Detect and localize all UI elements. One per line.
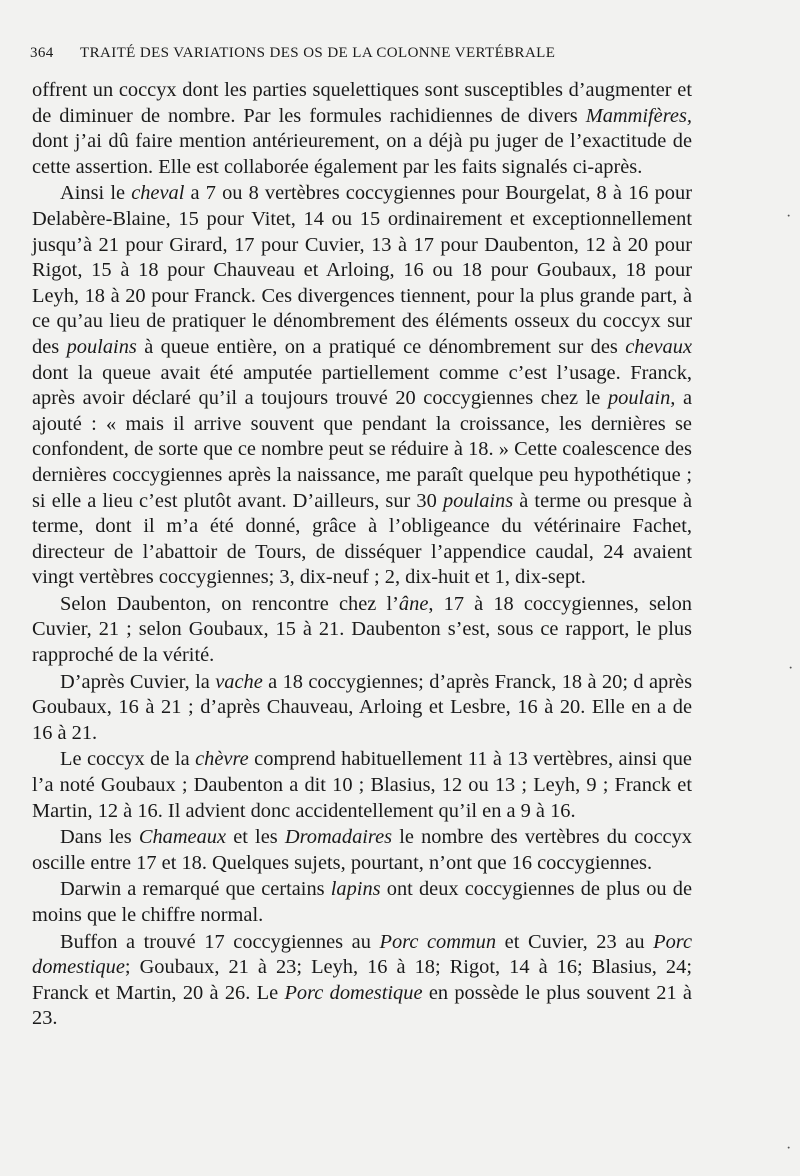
text-run: a ajouté : « mais il arrive souvent que pendant la croissance, les dernières se confondent, de sorte que ce nombre peut se réduire à 18. » Cette coalescence des dernières coccygiennes après la naissance, me paraît quelque peu hypothétique ; si elle a lieu c’est plutôt avant. D’ailleurs, sur 30 <box>32 387 692 512</box>
margin-mark: · <box>786 1140 792 1157</box>
text-run: Le coccyx de la <box>60 748 196 771</box>
italic-term: poulain, <box>607 387 676 410</box>
text-run: en possède le plus souvent 21 à 23. <box>32 981 692 1030</box>
italic-term: chevaux <box>625 335 692 358</box>
text-run: et Cuvier, 23 au <box>496 930 654 953</box>
text-run: ont deux coccygiennes de plus ou de moins que le chiffre normal. <box>32 878 692 926</box>
text-run: offrent un coccyx dont les parties squelettiques sont susceptibles d’augmenter et de diminuer de nombre. Par les formules rachidiennes de divers <box>32 79 692 127</box>
italic-term: Porc commun <box>379 930 497 953</box>
text-run: à queue entière, on a pratiqué ce dénombrement sur des <box>136 335 626 358</box>
italic-term: poulains <box>66 335 137 358</box>
paragraph-2 <box>32 181 692 591</box>
paragraph-5 <box>32 747 692 824</box>
text-run: ; Goubaux, 21 à 23; Leyh, 16 à 18; Rigot, 14 à 16; Blasius, 24; Franck et Martin, 20 à 26. Le <box>32 956 692 1004</box>
paragraph-4 <box>32 670 692 747</box>
text-run: dont j’ai dû faire mention antérieurement, on a déjà pu juger de l’exactitude de cette assertion. Elle est collaborée également par les faits signalés ci-après. <box>32 130 692 178</box>
italic-term: lapins <box>330 878 381 901</box>
text-run: Selon Daubenton, on rencontre chez l’ <box>60 592 399 615</box>
text-run: le nombre des vertèbres du coccyx oscille entre 17 et 18. Quelques sujets, pourtant, n’ont que 16 coccygiennes. <box>32 826 692 874</box>
text-run: D’après Cuvier, la <box>60 670 216 693</box>
text-run: Dans les <box>60 826 139 849</box>
text-run: comprend habituellement 11 à 13 vertèbres, ainsi que l’a noté Goubaux ; Daubenton a dit 10 ; Blasius, 12 ou 13 ; Leyh, 9 ; Franck et Martin, 12 à 16. Il advient donc accidentellement qu’il en a 9 à 16. <box>32 748 692 822</box>
body-text <box>32 78 692 1033</box>
italic-term: âne <box>398 592 429 615</box>
paragraph-1 <box>32 78 692 180</box>
italic-term: Mammifères, <box>585 104 692 127</box>
italic-term: vache <box>215 670 263 693</box>
italic-term: Porc domestique <box>32 930 692 979</box>
running-header <box>30 42 760 64</box>
text-run: Darwin a remarqué que certains <box>60 878 331 901</box>
text-run: , 17 à 18 coccygiennes, selon Cuvier, 21 ; selon Goubaux, 15 à 21. Daubenton s’est, sous ce rapport, le plus rapproché de la vérité. <box>32 592 692 667</box>
text-run: et les <box>226 826 285 849</box>
page-number: 364 <box>30 45 54 61</box>
running-title: TRAITÉ DES VARIATIONS DES OS DE LA COLONNE VERTÉBRALE <box>80 45 556 61</box>
text-run: a 18 coccygiennes; d’après Franck, 18 à 20; d après Goubaux, 16 à 21 ; d’après Chauveau, Arloing et Lesbre, 16 à 20. Elle en a de 16 à 21. <box>32 670 692 744</box>
text-run: a 7 ou 8 vertèbres coccygiennes pour Bourgelat, 8 à 16 pour Delabère-Blaine, 15 pour Vitet, 14 ou 15 ordinairement et exceptionnellement jusqu’à 21 pour Girard, 17 pour Cuvier, 13 à 17 pour Daubenton, 12 à 20 pour Rigot, 15 à 18 pour Chauveau et Arloing, 16 ou 18 pour Goubaux, 18 pour Leyh, 18 à 20 pour Franck. Ces divergences tiennent, pour la plus grande part, à ce qu’au lieu de pratiquer le dénombrement des éléments osseux du coccyx sur des <box>32 182 692 358</box>
margin-mark: · <box>788 660 794 677</box>
text-run: à terme ou presque à terme, dont il m’a été donné, grâce à l’obligeance du vétérinaire Fachet, directeur de l’abattoir de Tours, de disséquer l’appendice caudal, 24 avaient vingt vertèbres coccygiennes; 3, dix-neuf ; 2, dix-huit et 1, dix-sept. <box>32 489 693 589</box>
paragraph-8 <box>32 930 692 1032</box>
text-run: Buffon a trouvé 17 coccygiennes au <box>60 930 380 953</box>
italic-term: cheval <box>131 182 185 205</box>
italic-term: chèvre <box>195 748 249 771</box>
margin-mark: · <box>786 208 792 225</box>
italic-term: Chameaux <box>138 826 227 849</box>
italic-term: Dromadaires <box>284 826 393 849</box>
text-run: Ainsi le <box>60 182 132 205</box>
italic-term: Porc domestique <box>284 981 423 1004</box>
paragraph-6 <box>32 825 692 876</box>
italic-term: poulains <box>442 489 514 512</box>
paragraph-7 <box>32 877 692 928</box>
paragraph-3 <box>32 592 692 669</box>
text-run: dont la queue avait été amputée partiellement comme c’est l’usage. Franck, après avoir déclaré qu’il a toujours trouvé 20 coccygiennes chez le <box>32 361 692 410</box>
